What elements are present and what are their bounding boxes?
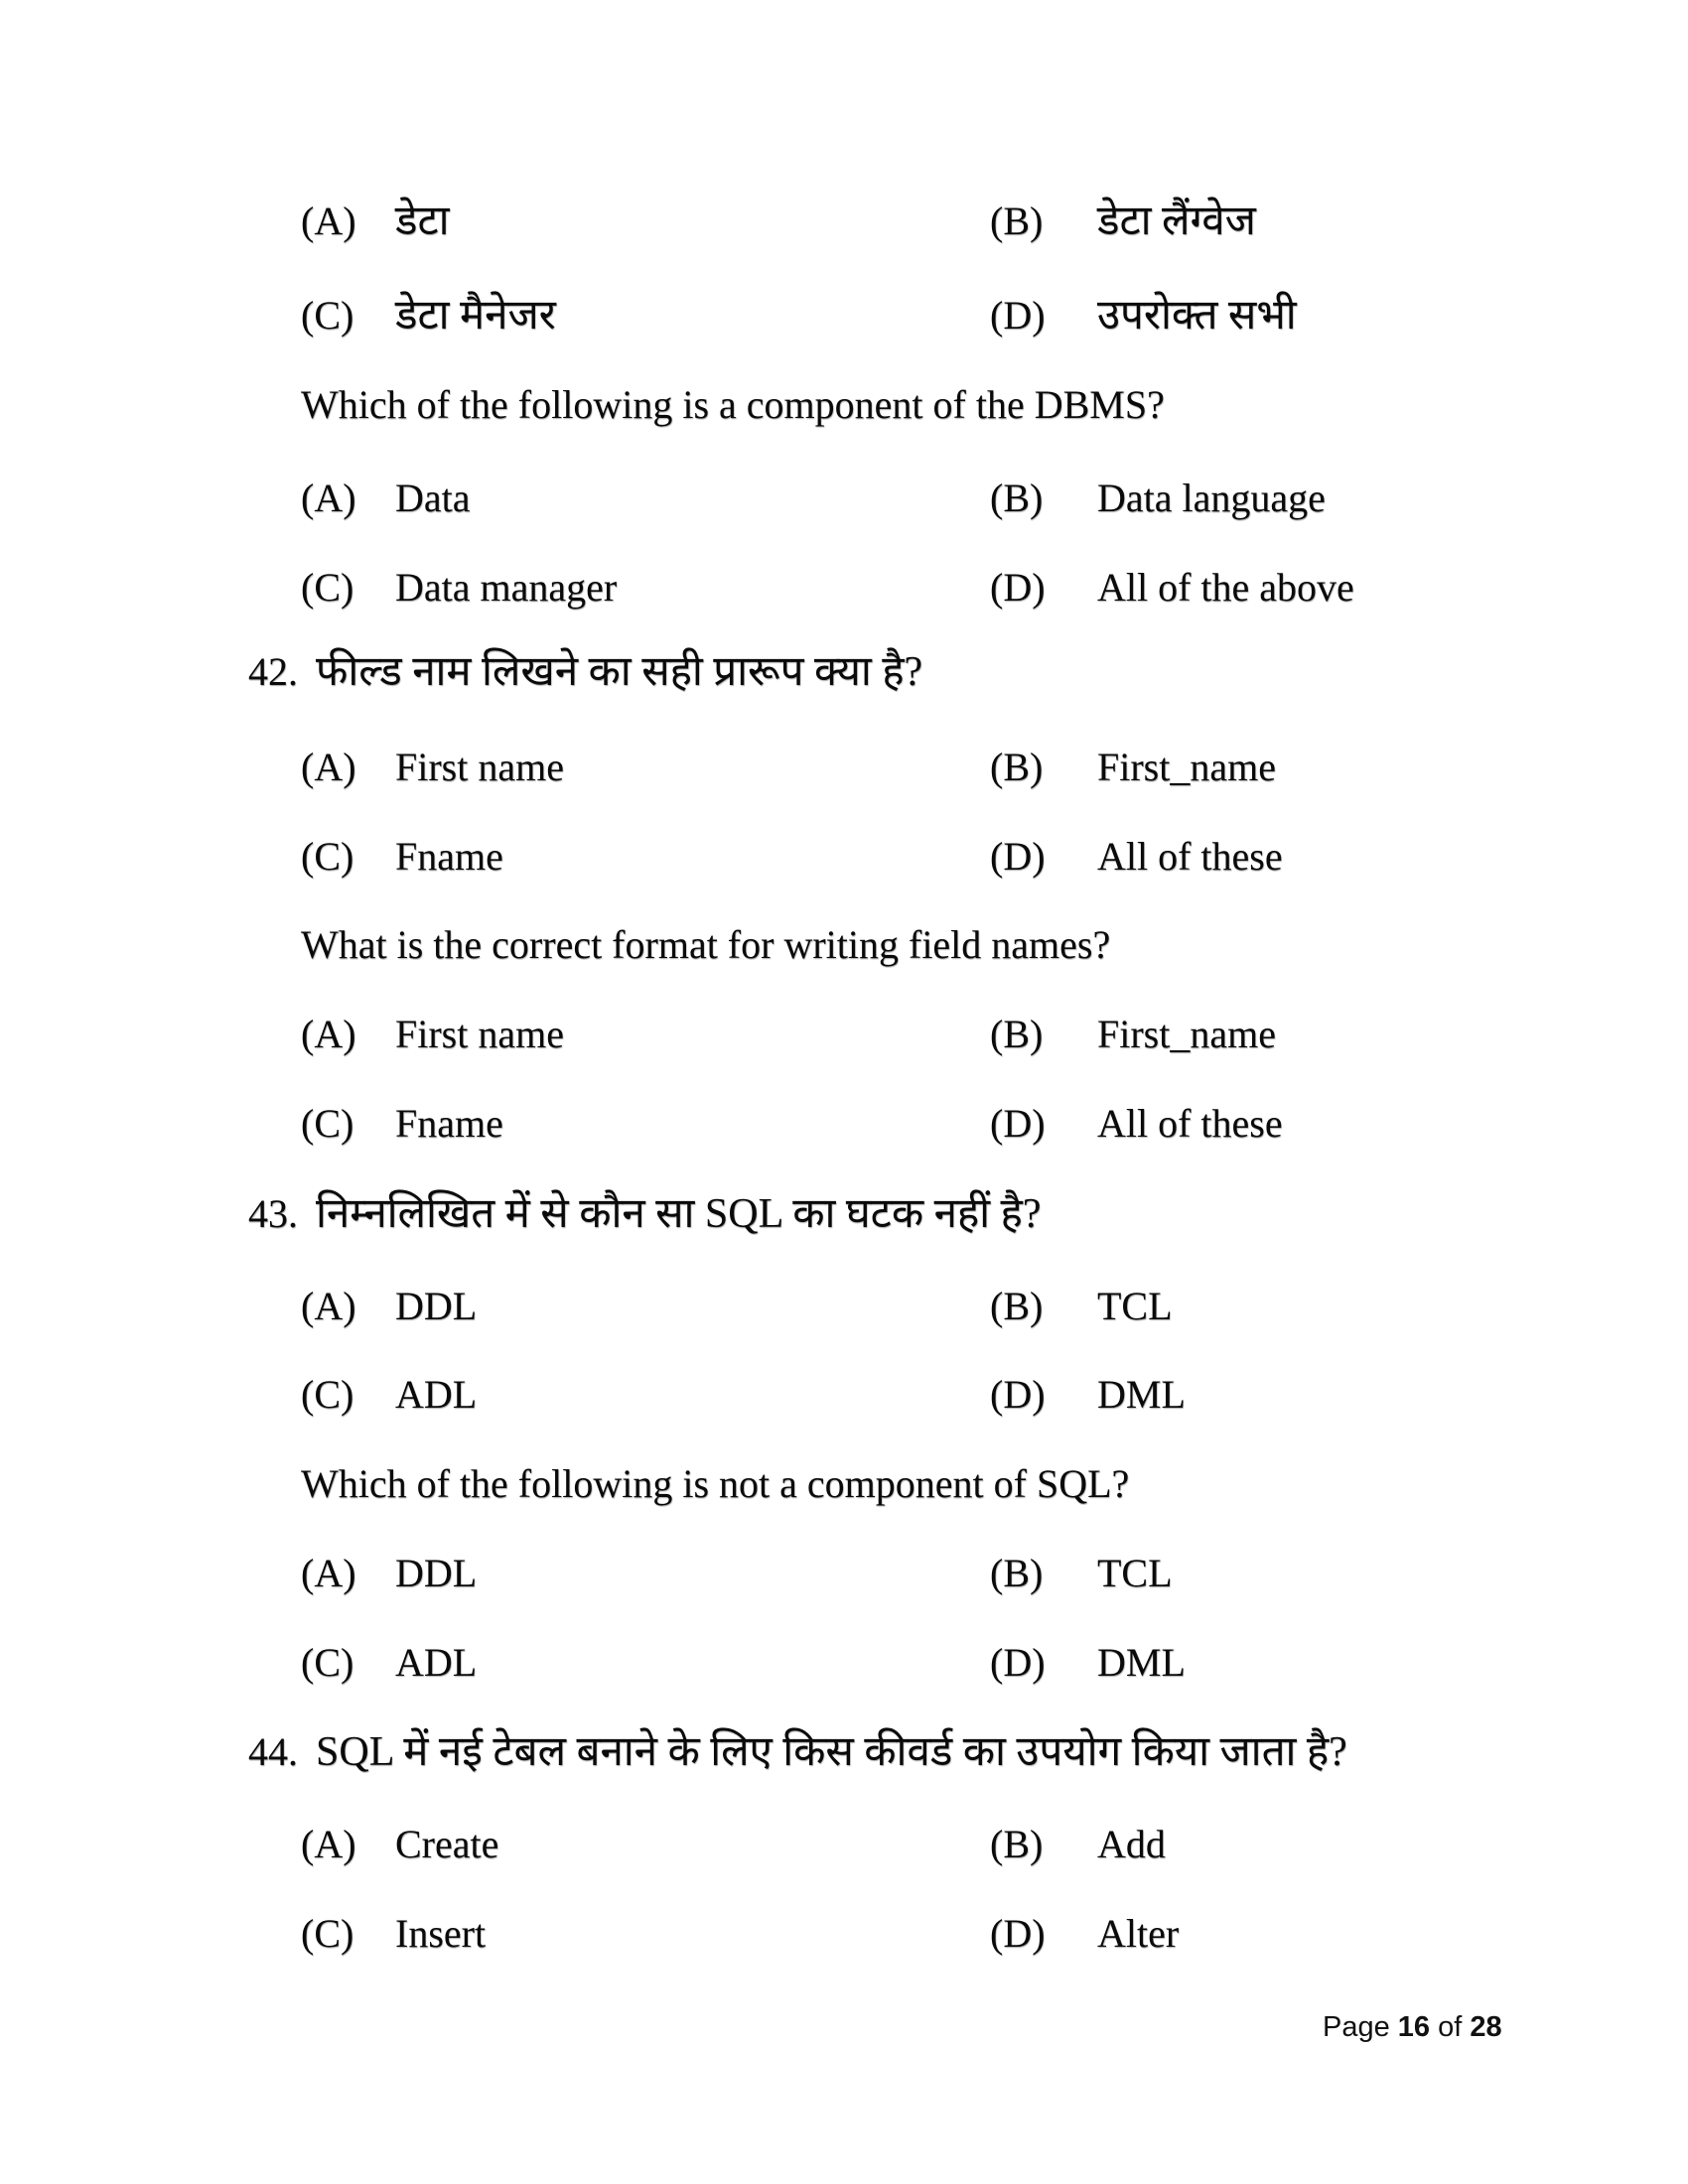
option-b-marker: (B) — [990, 1551, 1044, 1595]
option-d-text: All of these — [1097, 834, 1283, 879]
question-number: 44. — [248, 1729, 298, 1774]
option-b-text: डेटा लैंग्वेज — [1097, 199, 1256, 244]
question-number: 43. — [248, 1191, 298, 1236]
option-c-text: Fname — [395, 834, 503, 879]
q43-english-question-row — [0, 1458, 1688, 1510]
option-c-text: Fname — [395, 1101, 503, 1146]
option-d-marker: (D) — [990, 565, 1046, 610]
q43-options-row-cd — [0, 1369, 1688, 1421]
option-a-marker: (A) — [301, 476, 356, 520]
option-d-marker: (D) — [990, 1911, 1046, 1956]
option-a-text: First name — [395, 745, 564, 789]
option-c-marker: (C) — [301, 565, 354, 610]
question-text-english: Which of the following is not a component of SQL? — [301, 1461, 1130, 1506]
option-d-marker: (D) — [990, 1640, 1046, 1685]
option-a-text: First name — [395, 1012, 564, 1056]
option-d-marker: (D) — [990, 1101, 1046, 1146]
q42-options-row-cd — [0, 831, 1688, 883]
option-c-marker: (C) — [301, 834, 354, 879]
question-text-english: Which of the following is a component of the DBMS? — [301, 382, 1165, 427]
option-a-marker: (A) — [301, 1551, 356, 1595]
q43-options-row-ab — [0, 1281, 1688, 1332]
option-c-text: डेटा मैनेजर — [395, 293, 556, 339]
option-b-text: First_name — [1097, 745, 1276, 789]
option-a-text: DDL — [395, 1551, 478, 1595]
option-a-text: Data — [395, 476, 471, 520]
option-b-text: TCL — [1097, 1284, 1173, 1328]
option-d-marker: (D) — [990, 834, 1046, 879]
option-d-text: DML — [1097, 1640, 1186, 1685]
q42-english-options-row-cd — [0, 1098, 1688, 1150]
option-b-marker: (B) — [990, 745, 1044, 789]
option-b-text: TCL — [1097, 1551, 1173, 1595]
option-b-marker: (B) — [990, 1012, 1044, 1056]
option-b-marker: (B) — [990, 1822, 1044, 1866]
option-c-text: ADL — [395, 1372, 478, 1417]
footer-of-label: of — [1438, 2011, 1463, 2043]
option-a-marker: (A) — [301, 1284, 356, 1328]
option-c-text: ADL — [395, 1640, 478, 1685]
option-c-text: Data manager — [395, 565, 618, 610]
question-text-hindi: फील्ड नाम लिखने का सही प्रारूप क्या है? — [316, 649, 923, 695]
option-b-text: Data language — [1097, 476, 1326, 520]
question-number: 42. — [248, 649, 298, 694]
q41-english-question-row — [0, 379, 1688, 431]
option-d-marker: (D) — [990, 293, 1046, 338]
q42-hindi-question-row — [0, 646, 1688, 698]
option-b-text: First_name — [1097, 1012, 1276, 1056]
q44-options-row-ab — [0, 1819, 1688, 1870]
q43-english-options-row-cd — [0, 1637, 1688, 1689]
option-d-text: उपरोक्त सभी — [1097, 293, 1297, 339]
q43-english-options-row-ab — [0, 1548, 1688, 1599]
option-a-text: DDL — [395, 1284, 478, 1328]
option-a-marker: (A) — [301, 1822, 356, 1866]
footer-page-number: 16 — [1397, 2011, 1431, 2043]
option-b-marker: (B) — [990, 199, 1044, 243]
option-b-text: Add — [1097, 1822, 1166, 1866]
q44-options-row-cd — [0, 1908, 1688, 1960]
option-d-text: Alter — [1097, 1911, 1180, 1956]
option-d-text: All of these — [1097, 1101, 1283, 1146]
option-c-marker: (C) — [301, 1101, 354, 1146]
footer-page-label: Page — [1323, 2011, 1390, 2043]
option-b-marker: (B) — [990, 1284, 1044, 1328]
q41-hindi-options-row-ab — [0, 196, 1688, 247]
q41-hindi-options-row-cd — [0, 290, 1688, 341]
q42-english-question-row — [0, 919, 1688, 971]
q43-hindi-question-row — [0, 1188, 1688, 1240]
q41-english-options-row-ab — [0, 473, 1688, 524]
option-c-marker: (C) — [301, 1911, 354, 1956]
option-c-text: Insert — [395, 1911, 487, 1956]
question-text-english: What is the correct format for writing field names? — [301, 922, 1111, 967]
option-c-marker: (C) — [301, 1372, 354, 1417]
question-text-hindi: निम्नलिखित में से कौन सा SQL का घटक नहीं है? — [316, 1191, 1042, 1237]
q44-hindi-question-row — [0, 1726, 1688, 1778]
option-a-text: डेटा — [395, 199, 450, 244]
footer-total-pages: 28 — [1470, 2011, 1502, 2043]
option-b-marker: (B) — [990, 476, 1044, 520]
option-a-text: Create — [395, 1822, 499, 1866]
option-d-text: DML — [1097, 1372, 1186, 1417]
option-d-text: All of the above — [1097, 565, 1354, 610]
option-a-marker: (A) — [301, 1012, 356, 1056]
option-c-marker: (C) — [301, 293, 354, 338]
option-a-marker: (A) — [301, 745, 356, 789]
option-a-marker: (A) — [301, 199, 356, 243]
question-text-hindi: SQL में नई टेबल बनाने के लिए किस कीवर्ड का उपयोग किया जाता है? — [316, 1729, 1347, 1775]
q42-options-row-ab — [0, 742, 1688, 793]
page-footer — [1323, 2011, 1502, 2044]
option-c-marker: (C) — [301, 1640, 354, 1685]
option-d-marker: (D) — [990, 1372, 1046, 1417]
q42-english-options-row-ab — [0, 1009, 1688, 1060]
q41-english-options-row-cd — [0, 562, 1688, 614]
